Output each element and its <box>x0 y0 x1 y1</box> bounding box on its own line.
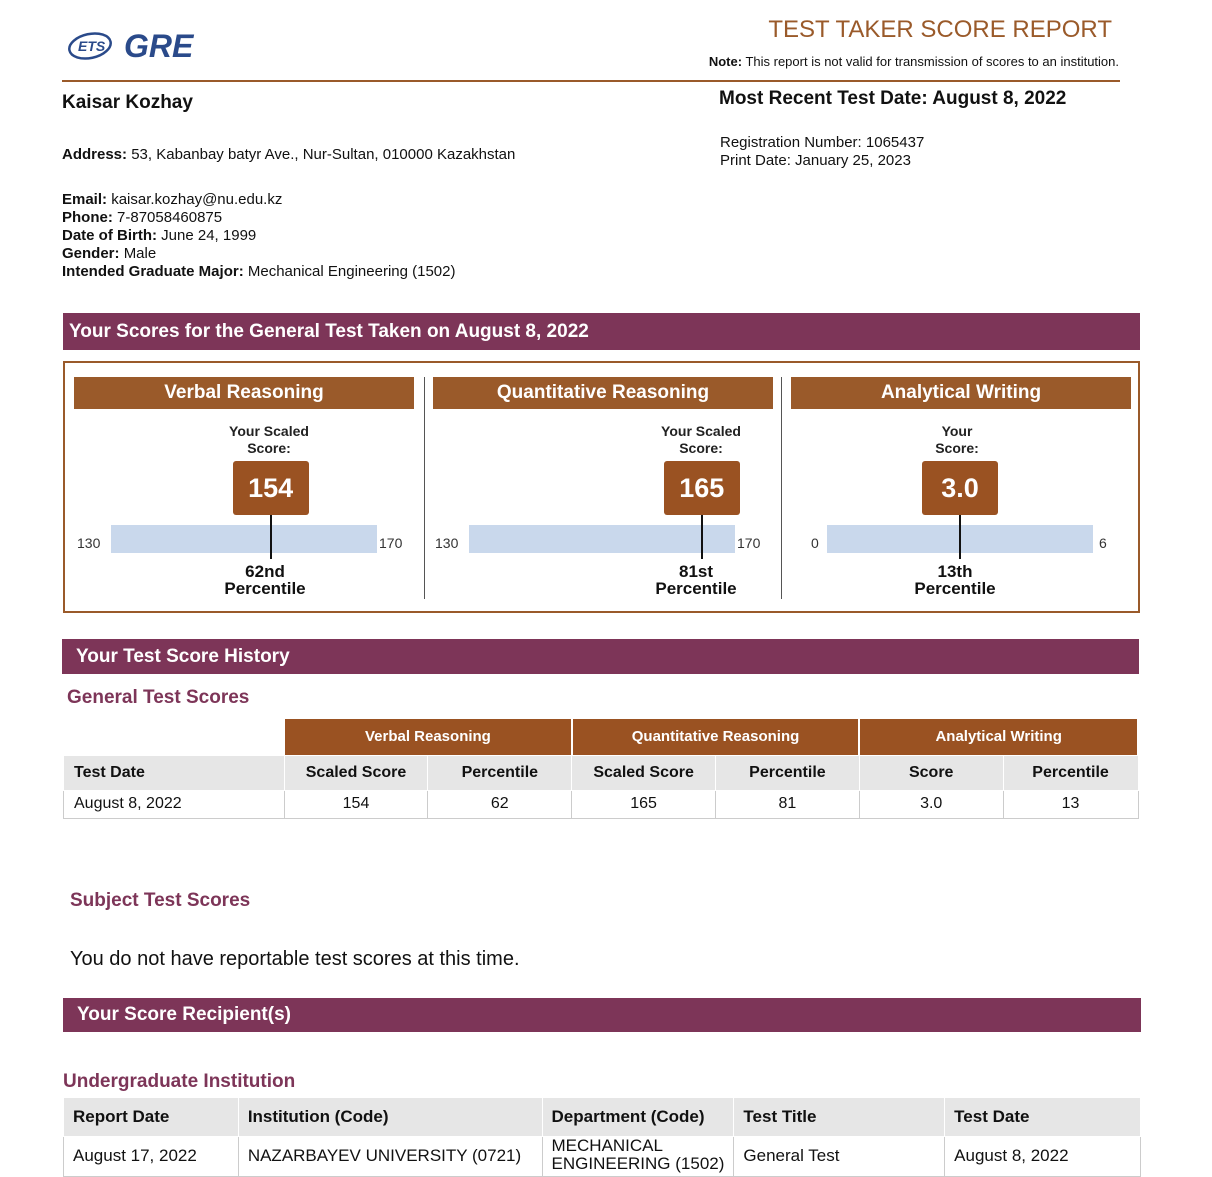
header-divider <box>62 80 1120 82</box>
score-label-line1: Your Scaled <box>661 423 741 439</box>
major-row <box>62 263 456 281</box>
range-max: 170 <box>379 535 403 551</box>
column-header-row <box>64 1098 1141 1137</box>
table-row <box>64 790 1139 818</box>
score-label <box>651 423 751 457</box>
verbal-panel <box>65 363 423 611</box>
table-row <box>64 1137 1141 1177</box>
panel-title: Quantitative Reasoning <box>433 377 773 409</box>
panel-title: Verbal Reasoning <box>74 377 414 409</box>
percentile-word: Percentile <box>914 579 996 598</box>
score-badge: 154 <box>233 461 309 515</box>
address-label: Address: <box>62 146 128 163</box>
percentile-label <box>205 563 325 597</box>
dob-label: Date of Birth: <box>62 227 157 244</box>
percentile-value: 81st <box>678 562 714 581</box>
score-marker <box>701 515 703 559</box>
table-cell: 154 <box>284 790 428 818</box>
scores-section-title: Your Scores for the General Test Taken on August 8, 2022 <box>63 313 1140 350</box>
dob-row <box>62 227 456 245</box>
writing-panel <box>781 363 1139 611</box>
most-recent-test-date: Most Recent Test Date: August 8, 2022 <box>719 88 1067 109</box>
column-header: Department (Code) <box>542 1098 734 1137</box>
report-note <box>560 54 1119 69</box>
dob-value: June 24, 1999 <box>161 227 257 244</box>
score-history-title: Your Test Score History <box>62 639 1139 674</box>
email-row <box>62 191 456 209</box>
blank-cell <box>64 719 285 755</box>
note-label: Note: <box>708 54 743 69</box>
column-header: Percentile <box>428 755 572 790</box>
subject-test-scores-heading: Subject Test Scores <box>70 890 251 911</box>
candidate-address <box>62 146 515 163</box>
range-max: 170 <box>737 535 761 551</box>
group-header: Analytical Writing <box>859 719 1138 755</box>
column-header: Scaled Score <box>572 755 716 790</box>
logo-gre-text: GRE <box>124 28 194 64</box>
range-max: 6 <box>1099 535 1107 551</box>
column-header: Score <box>859 755 1003 790</box>
column-header: Test Date <box>945 1098 1141 1137</box>
email-value: kaisar.kozhay@nu.edu.kz <box>111 191 283 208</box>
table-cell: 3.0 <box>859 790 1003 818</box>
panel-title: Analytical Writing <box>791 377 1131 409</box>
quant-panel <box>423 363 781 611</box>
table-cell: NAZARBAYEV UNIVERSITY (0721) <box>238 1137 542 1177</box>
score-marker <box>959 515 961 559</box>
candidate-name: Kaisar Kozhay <box>62 92 193 113</box>
major-value: Mechanical Engineering (1502) <box>247 263 456 280</box>
percentile-value: 13th <box>937 562 973 581</box>
score-badge: 165 <box>664 461 740 515</box>
score-recipients-title: Your Score Recipient(s) <box>63 998 1141 1032</box>
no-subject-scores-message: You do not have reportable test scores at this time. <box>70 948 520 970</box>
score-range-bar <box>111 525 377 553</box>
email-label: Email: <box>62 191 108 208</box>
report-title: TEST TAKER SCORE REPORT <box>768 16 1112 43</box>
recipients-table <box>63 1097 1141 1177</box>
score-panels <box>63 361 1140 613</box>
phone-value: 7-87058460875 <box>117 209 223 226</box>
range-min: 0 <box>811 535 819 551</box>
column-header: Institution (Code) <box>238 1098 542 1137</box>
percentile-word: Percentile <box>224 579 306 598</box>
column-header: Percentile <box>1003 755 1138 790</box>
ets-logo-icon <box>68 26 208 66</box>
print-date: Print Date: January 25, 2023 <box>720 152 911 169</box>
percentile-value: 62nd <box>245 562 285 581</box>
column-header: Test Date <box>64 755 285 790</box>
table-cell: 165 <box>572 790 716 818</box>
score-label-line2: Score: <box>247 440 291 456</box>
score-badge: 3.0 <box>922 461 998 515</box>
range-min: 130 <box>77 535 101 551</box>
logo-ets-text: ETS <box>78 38 106 54</box>
score-label <box>907 423 1007 457</box>
undergraduate-institution-heading: Undergraduate Institution <box>63 1071 296 1092</box>
score-label-line2: Score: <box>679 440 723 456</box>
table-cell: August 17, 2022 <box>64 1137 239 1177</box>
registration-info <box>720 134 924 170</box>
column-header: Test Title <box>734 1098 945 1137</box>
gender-value: Male <box>123 245 157 262</box>
score-label-line1: Your Scaled <box>229 423 309 439</box>
ets-gre-logo <box>68 26 208 66</box>
table-cell: August 8, 2022 <box>945 1137 1141 1177</box>
group-header-row <box>64 719 1139 755</box>
note-text: This report is not valid for transmission of scores to an institution. <box>745 54 1119 69</box>
percentile-label <box>636 563 756 597</box>
table-cell: General Test <box>734 1137 945 1177</box>
candidate-info <box>62 191 456 281</box>
general-scores-table <box>63 719 1139 819</box>
major-label: Intended Graduate Major: <box>62 263 244 280</box>
phone-label: Phone: <box>62 209 113 226</box>
group-header: Verbal Reasoning <box>284 719 572 755</box>
registration-number: Registration Number: 1065437 <box>720 134 925 151</box>
percentile-word: Percentile <box>655 579 737 598</box>
table-cell: 81 <box>716 790 860 818</box>
gender-row <box>62 245 456 263</box>
score-label <box>219 423 319 457</box>
table-cell: MECHANICAL ENGINEERING (1502) <box>542 1137 734 1177</box>
column-header: Scaled Score <box>284 755 428 790</box>
general-test-scores-heading: General Test Scores <box>67 687 250 708</box>
table-cell: 13 <box>1003 790 1138 818</box>
range-min: 130 <box>435 535 459 551</box>
score-marker <box>270 515 272 559</box>
gender-label: Gender: <box>62 245 120 262</box>
score-label-line2: Score: <box>935 440 979 456</box>
group-header: Quantitative Reasoning <box>572 719 860 755</box>
percentile-label <box>895 563 1015 597</box>
column-header: Report Date <box>64 1098 239 1137</box>
column-header-row <box>64 755 1139 790</box>
column-header: Percentile <box>716 755 860 790</box>
phone-row <box>62 209 456 227</box>
score-range-bar <box>469 525 735 553</box>
score-label-line1: Your <box>941 423 973 439</box>
address-value: 53, Kabanbay batyr Ave., Nur-Sultan, 010000 Kazakhstan <box>131 146 516 163</box>
table-cell: 62 <box>428 790 572 818</box>
table-cell: August 8, 2022 <box>64 790 285 818</box>
